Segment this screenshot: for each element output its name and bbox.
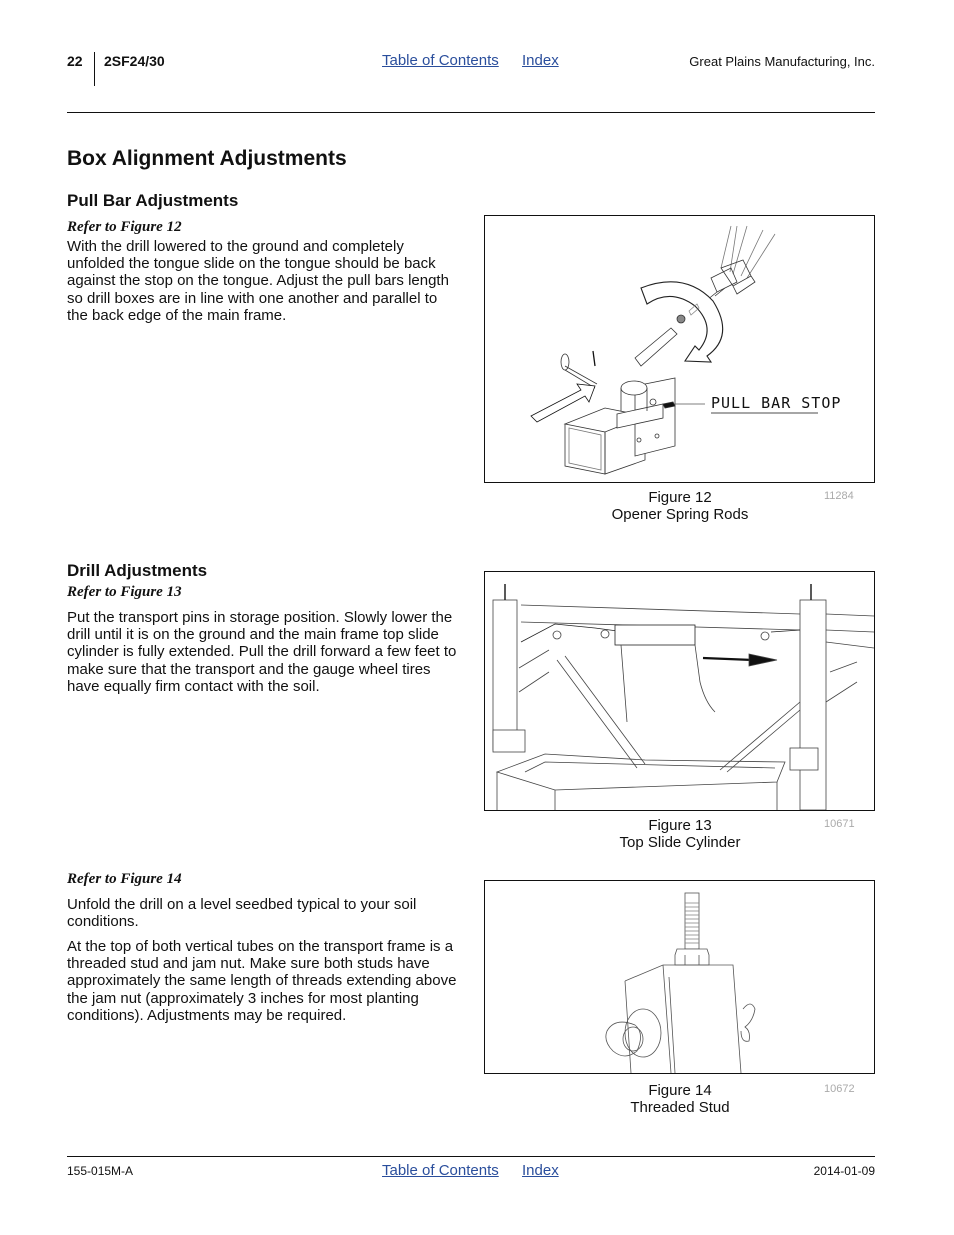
section-heading-pull-bar: Pull Bar Adjustments bbox=[67, 191, 239, 210]
header-divider bbox=[94, 52, 95, 86]
figure-title: Threaded Stud bbox=[630, 1099, 730, 1116]
paragraph: With the drill lowered to the ground and completely unfolded the tongue slide on the tongue should be back against the stop on the tongue. Adjust the pull bars length so drill boxes are in line with one another and parallel to the back edge of the main frame. bbox=[67, 238, 449, 324]
header-toc-link[interactable]: Table of Contents bbox=[382, 52, 499, 69]
figure-title: Top Slide Cylinder bbox=[619, 834, 741, 851]
paragraph: Unfold the drill on a level seedbed typical to your soil conditions. bbox=[67, 896, 417, 931]
image-number: 11284 bbox=[824, 490, 854, 502]
document-code: 155-015M-A bbox=[67, 1164, 134, 1178]
figure-label: Figure 12 bbox=[648, 489, 712, 506]
company-name: Great Plains Manufacturing, Inc. bbox=[689, 54, 875, 69]
footer-index-link[interactable]: Index bbox=[522, 1162, 559, 1179]
footer-toc-link[interactable]: Table of Contents bbox=[382, 1162, 499, 1179]
figure-12-caption bbox=[560, 489, 800, 523]
figure-14-caption bbox=[560, 1082, 800, 1116]
pull-bar-stop-callout: PULL BAR STOP bbox=[711, 394, 842, 412]
figure-13-caption bbox=[560, 817, 800, 851]
figure-13-image bbox=[484, 571, 875, 811]
publication-date: 2014-01-09 bbox=[813, 1164, 875, 1178]
page-title: Box Alignment Adjustments bbox=[67, 147, 347, 170]
figure-reference: Refer to Figure 12 bbox=[67, 219, 182, 235]
image-number: 10671 bbox=[824, 818, 855, 830]
figure-reference: Refer to Figure 13 bbox=[67, 584, 182, 600]
header-rule bbox=[67, 112, 875, 113]
image-number: 10672 bbox=[824, 1083, 855, 1095]
paragraph: Put the transport pins in storage position. Slowly lower the drill until it is on the ground and the main frame top slide cylinder is fully extended. Pull the drill forward a few feet to make sure that the transport and the gauge wheel tires have equally firm contact with the soil. bbox=[67, 609, 457, 695]
model-name: 2SF24/30 bbox=[104, 53, 165, 69]
figure-title: Opener Spring Rods bbox=[611, 506, 749, 523]
figure-12-image bbox=[484, 215, 875, 483]
figure-label: Figure 13 bbox=[648, 817, 712, 834]
figure-reference: Refer to Figure 14 bbox=[67, 871, 182, 887]
paragraph: At the top of both vertical tubes on the transport frame is a threaded stud and jam nut. Make sure both studs have approximately the same length of threads extending above the jam nut (approximately 3 inches for most planting conditions). Adjustments may be required. bbox=[67, 938, 457, 1024]
section-heading-drill: Drill Adjustments bbox=[67, 561, 208, 580]
figure-14-image bbox=[484, 880, 875, 1074]
footer-rule bbox=[67, 1156, 875, 1157]
page-number: 22 bbox=[67, 53, 83, 69]
figure-label: Figure 14 bbox=[648, 1082, 712, 1099]
header-index-link[interactable]: Index bbox=[522, 52, 559, 69]
